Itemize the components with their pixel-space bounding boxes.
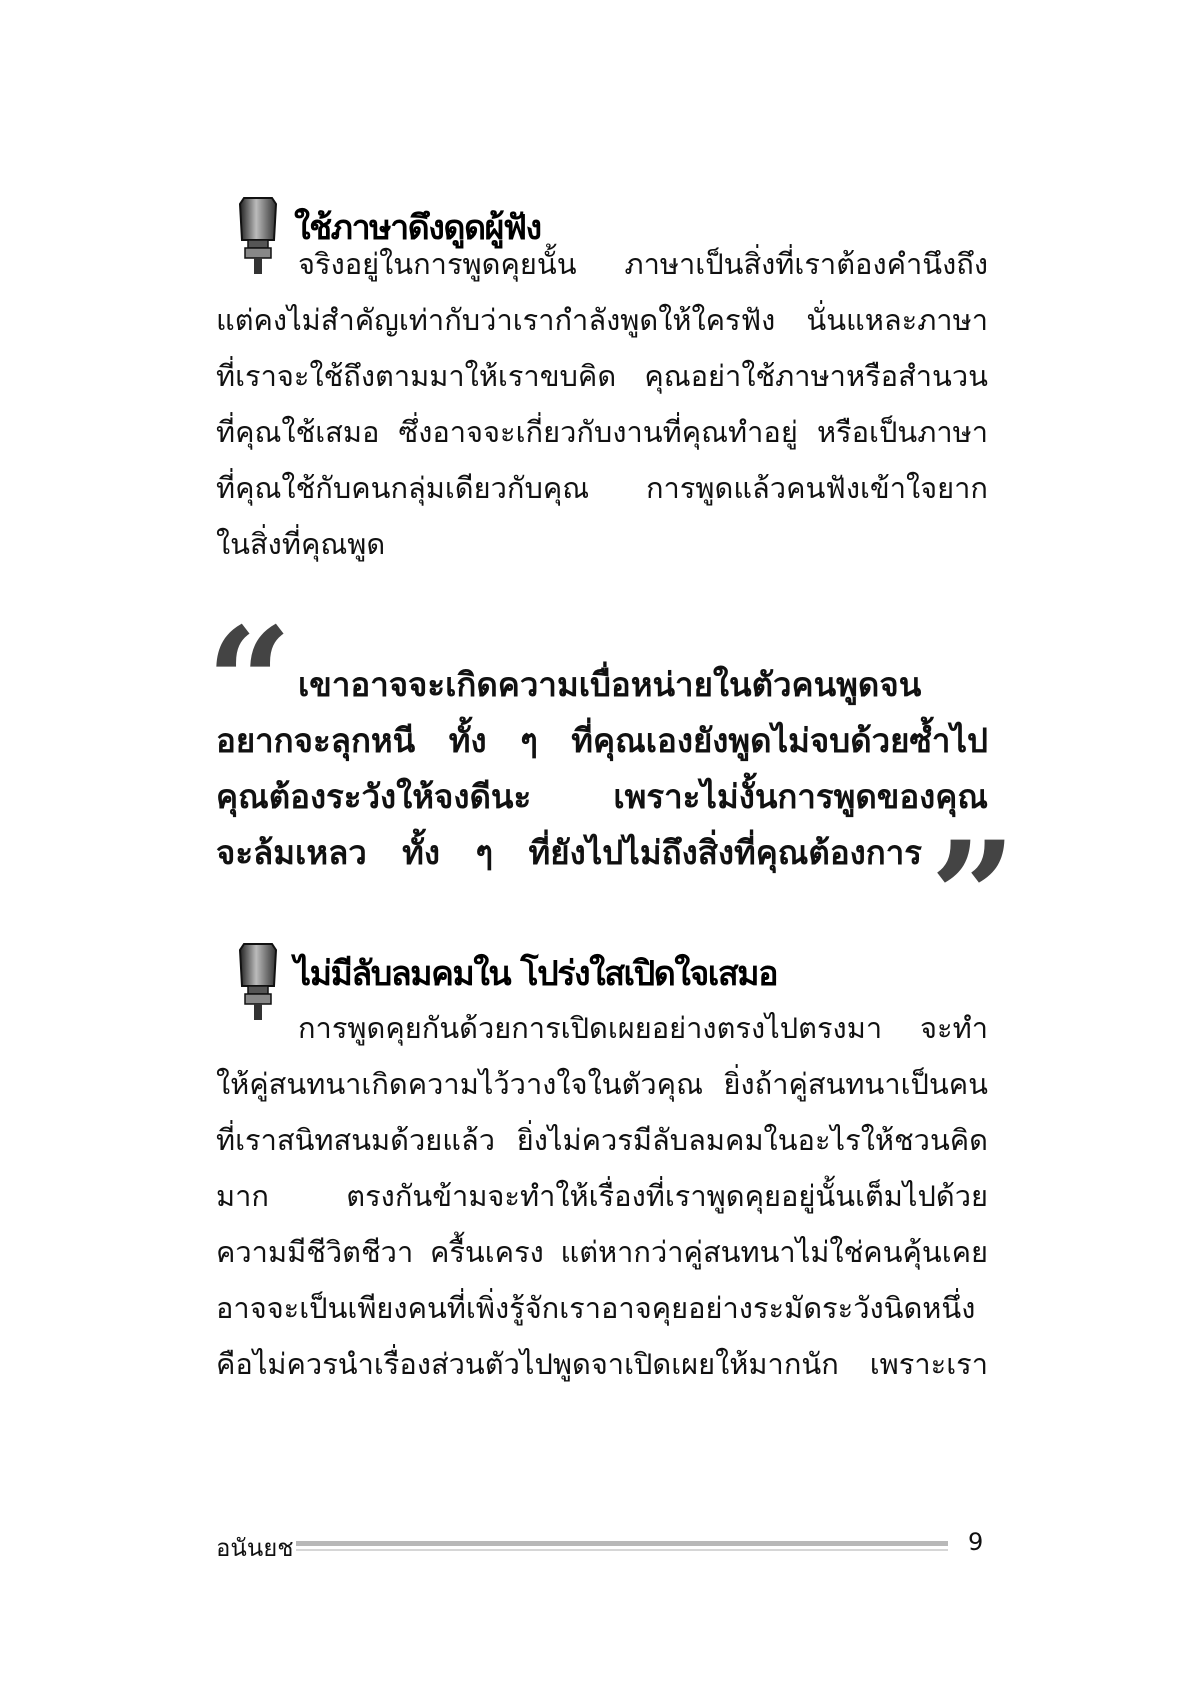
pushpin-icon [236, 942, 280, 1022]
paragraph-line: อาจจะเป็นเพียงคนที่เพิ่งรู้จักเราอาจคุยอย่างระมัดระวังนิดหนึ่ง [216, 1291, 976, 1325]
footer-rule-shadow [296, 1549, 948, 1551]
page-number: 9 [968, 1528, 984, 1556]
paragraph-line: ที่เราจะใช้ถึงตามมาให้เราขบคิด คุณอย่าใช้ภาษาหรือสำนวน [216, 359, 988, 393]
paragraph-line: แต่คงไม่สำคัญเท่ากับว่าเรากำลังพูดให้ใครฟัง นั่นแหละภาษา [216, 303, 988, 337]
quote-line: อยากจะลุกหนี ทั้ง ๆ ที่คุณเองยังพูดไม่จบด้วยซ้ำไป [216, 721, 988, 760]
quote-line: เขาอาจจะเกิดความเบื่อหน่ายในตัวคนพูดจน [298, 665, 922, 704]
paragraph-line: คือไม่ควรนำเรื่องส่วนตัวไปพูดจาเปิดเผยให้มากนัก เพราะเรา [216, 1347, 988, 1381]
section-heading-text: ไม่มีลับลมคมใน โปร่งใสเปิดใจเสมอ [294, 954, 777, 994]
paragraph-line: ที่คุณใช้กับคนกลุ่มเดียวกับคุณ การพูดแล้วคนฟังเข้าใจยาก [216, 471, 988, 505]
footer-author: อนันยช [216, 1534, 294, 1562]
paragraph-line: ที่เราสนิทสนมด้วยแล้ว ยิ่งไม่ควรมีลับลมคมในอะไรให้ชวนคิด [216, 1123, 988, 1157]
paragraph-line: การพูดคุยกันด้วยการเปิดเผยอย่างตรงไปตรงมา จะทำ [298, 1011, 988, 1045]
paragraph-line: ให้คู่สนทนาเกิดความไว้วางใจในตัวคุณ ยิ่งถ้าคู่สนทนาเป็นคน [216, 1067, 988, 1101]
pushpin-icon [236, 196, 280, 276]
paragraph-line: มาก ตรงกันข้ามจะทำให้เรื่องที่เราพูดคุยอยู่นั้นเต็มไปด้วย [216, 1179, 988, 1213]
footer-rule [296, 1541, 948, 1546]
paragraph-line: ที่คุณใช้เสมอ ซึ่งอาจจะเกี่ยวกับงานที่คุณทำอยู่ หรือเป็นภาษา [216, 415, 988, 449]
open-quote-mark: “ [206, 595, 293, 771]
paragraph-line: ความมีชีวิตชีวา ครื้นเครง แต่หากว่าคู่สนทนาไม่ใช่คนคุ้นเคย [216, 1235, 988, 1269]
quote-line: คุณต้องระวังให้จงดีนะ เพราะไม่งั้นการพูดของคุณ [216, 777, 988, 816]
close-quote-mark: ” [930, 809, 1017, 985]
paragraph-line: ในสิ่งที่คุณพูด [216, 527, 386, 561]
section-heading-text: ใช้ภาษาดึงดูดผู้ฟัง [294, 208, 541, 248]
quote-line: จะล้มเหลว ทั้ง ๆ ที่ยังไปไม่ถึงสิ่งที่คุณต้องการ [216, 833, 922, 872]
paragraph-line: จริงอยู่ในการพูดคุยนั้น ภาษาเป็นสิ่งที่เราต้องคำนึงถึง [298, 247, 988, 281]
